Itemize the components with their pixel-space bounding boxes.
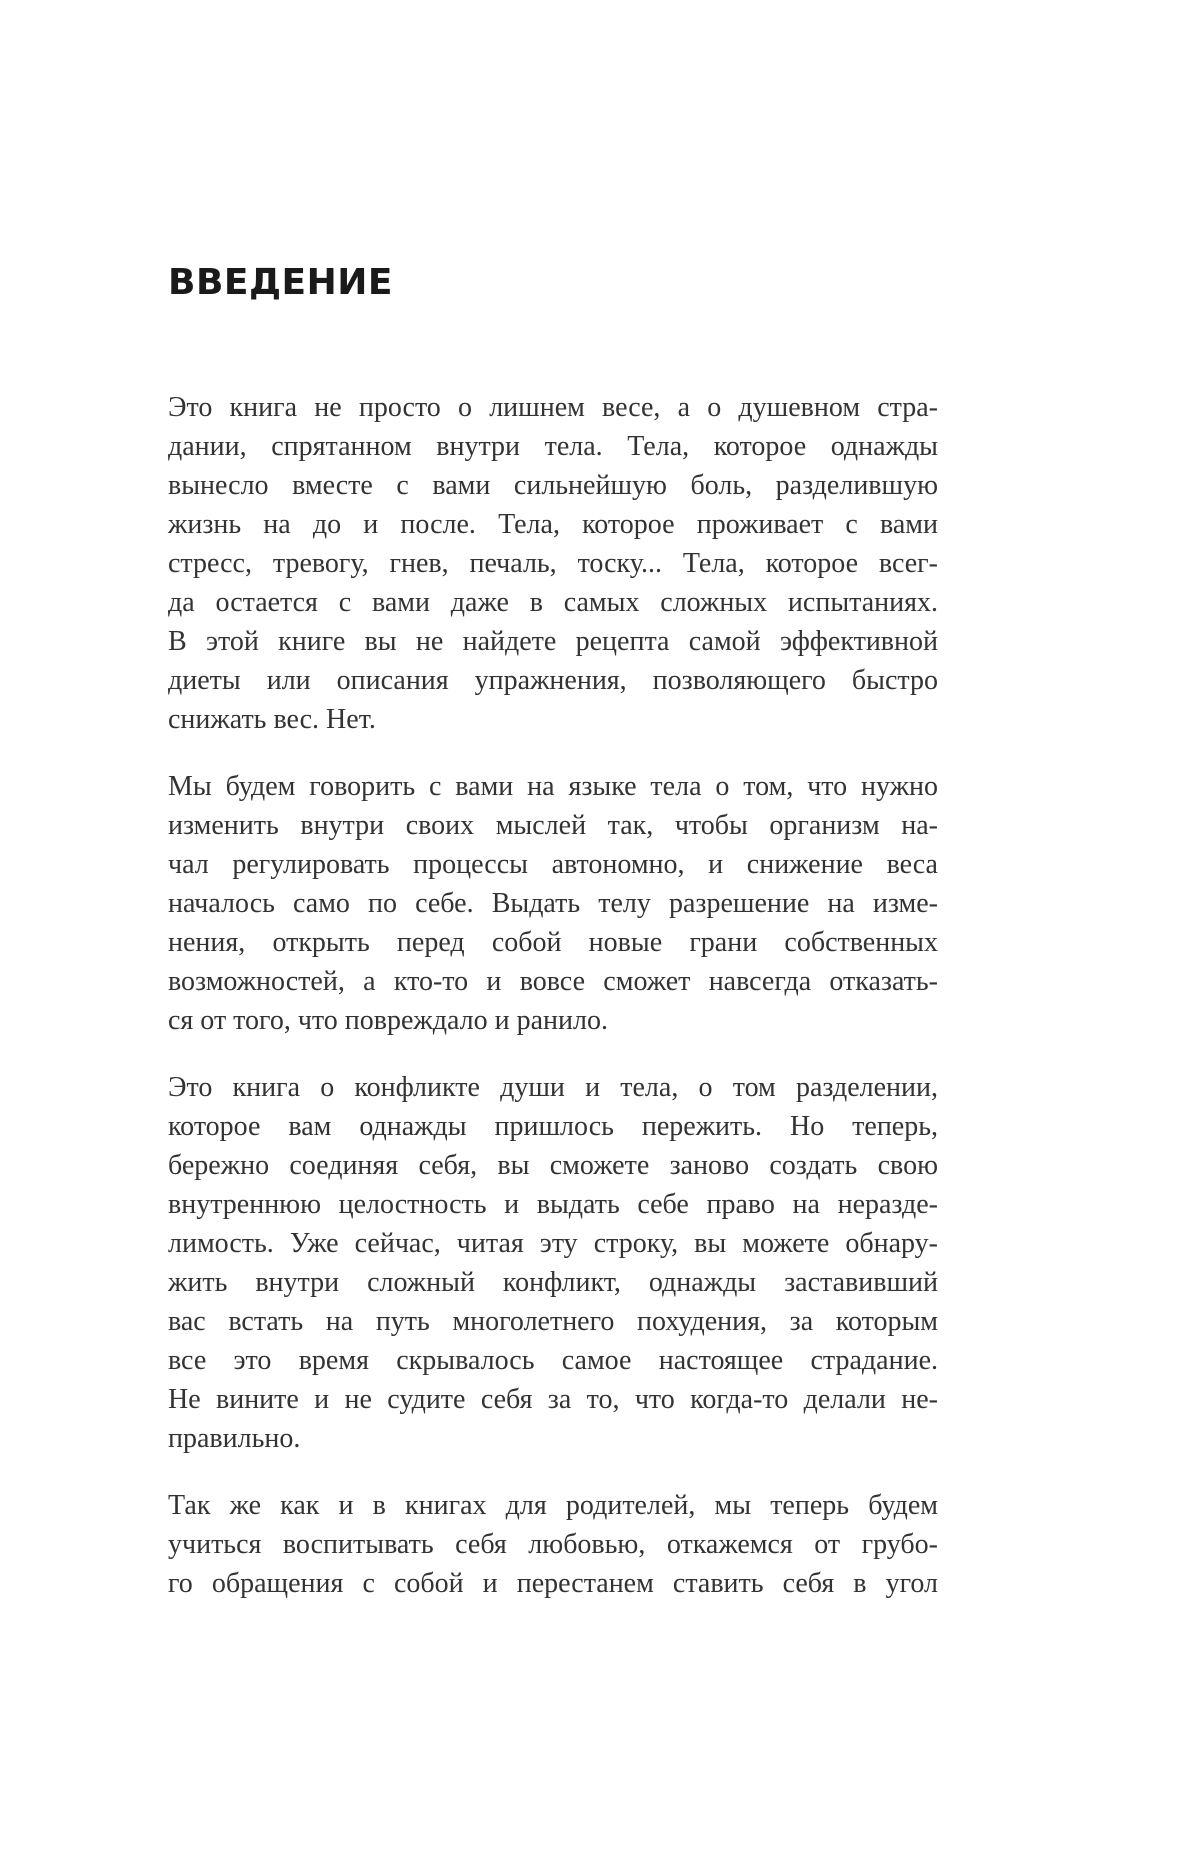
paragraph-2 [168, 767, 938, 1040]
text-line: Это книга о конфликте души и тела, о том разделении, [168, 1072, 938, 1103]
text-line: которое вам однажды пришлось пережить. Но теперь, [168, 1111, 938, 1142]
text-line: вынесло вместе с вами сильнейшую боль, разделившую [168, 470, 938, 501]
text-line: диеты или описания упражнения, позволяющего быстро [168, 665, 938, 696]
text-line: Не вините и не судите себя за то, что когда-то делали не- [168, 1384, 938, 1415]
text-line: жить внутри сложный конфликт, однажды заставивший [168, 1267, 938, 1298]
chapter-heading: ВВЕДЕНИЕ [168, 262, 393, 303]
text-line: Так же как и в книгах для родителей, мы теперь будем [168, 1490, 938, 1521]
text-line: снижать вес. Нет. [168, 704, 376, 735]
text-line: возможностей, а кто-то и вовсе сможет навсегда отказать- [168, 966, 938, 997]
text-line: В этой книге вы не найдете рецепта самой эффективной [168, 626, 938, 657]
chapter-body [168, 388, 938, 1631]
text-line: ся от того, что повреждало и ранило. [168, 1005, 609, 1036]
text-line: го обращения с собой и перестанем ставить себя в угол [168, 1568, 938, 1599]
text-line: лимость. Уже сейчас, читая эту строку, вы можете обнару- [168, 1228, 938, 1259]
text-line: все это время скрывалось самое настоящее страдание. [168, 1345, 938, 1376]
paragraph-4 [168, 1486, 938, 1603]
text-line: жизнь на до и после. Тела, которое проживает с вами [168, 509, 938, 540]
text-line: бережно соединяя себя, вы сможете заново создать свою [168, 1150, 938, 1181]
text-line: Это книга не просто о лишнем весе, а о душевном стра- [168, 392, 938, 423]
text-line: внутреннюю целостность и выдать себе право на неразде- [168, 1189, 938, 1220]
text-line: чал регулировать процессы автономно, и снижение веса [168, 849, 938, 880]
paragraph-1 [168, 388, 938, 739]
paragraph-3 [168, 1068, 938, 1458]
text-line: стресс, тревогу, гнев, печаль, тоску... Тела, которое всег- [168, 548, 938, 579]
text-line: изменить внутри своих мыслей так, чтобы организм на- [168, 810, 938, 841]
text-line: правильно. [168, 1423, 301, 1454]
text-line: да остается с вами даже в самых сложных испытаниях. [168, 587, 938, 618]
text-line: дании, спрятанном внутри тела. Тела, которое однажды [168, 431, 938, 462]
text-line: нения, открыть перед собой новые грани собственных [168, 927, 938, 958]
text-line: Мы будем говорить с вами на языке тела о том, что нужно [168, 771, 938, 802]
text-line: началось само по себе. Выдать телу разрешение на изме- [168, 888, 938, 919]
text-line: вас встать на путь многолетнего похудения, за которым [168, 1306, 938, 1337]
text-line: учиться воспитывать себя любовью, откажемся от грубо- [168, 1529, 938, 1560]
